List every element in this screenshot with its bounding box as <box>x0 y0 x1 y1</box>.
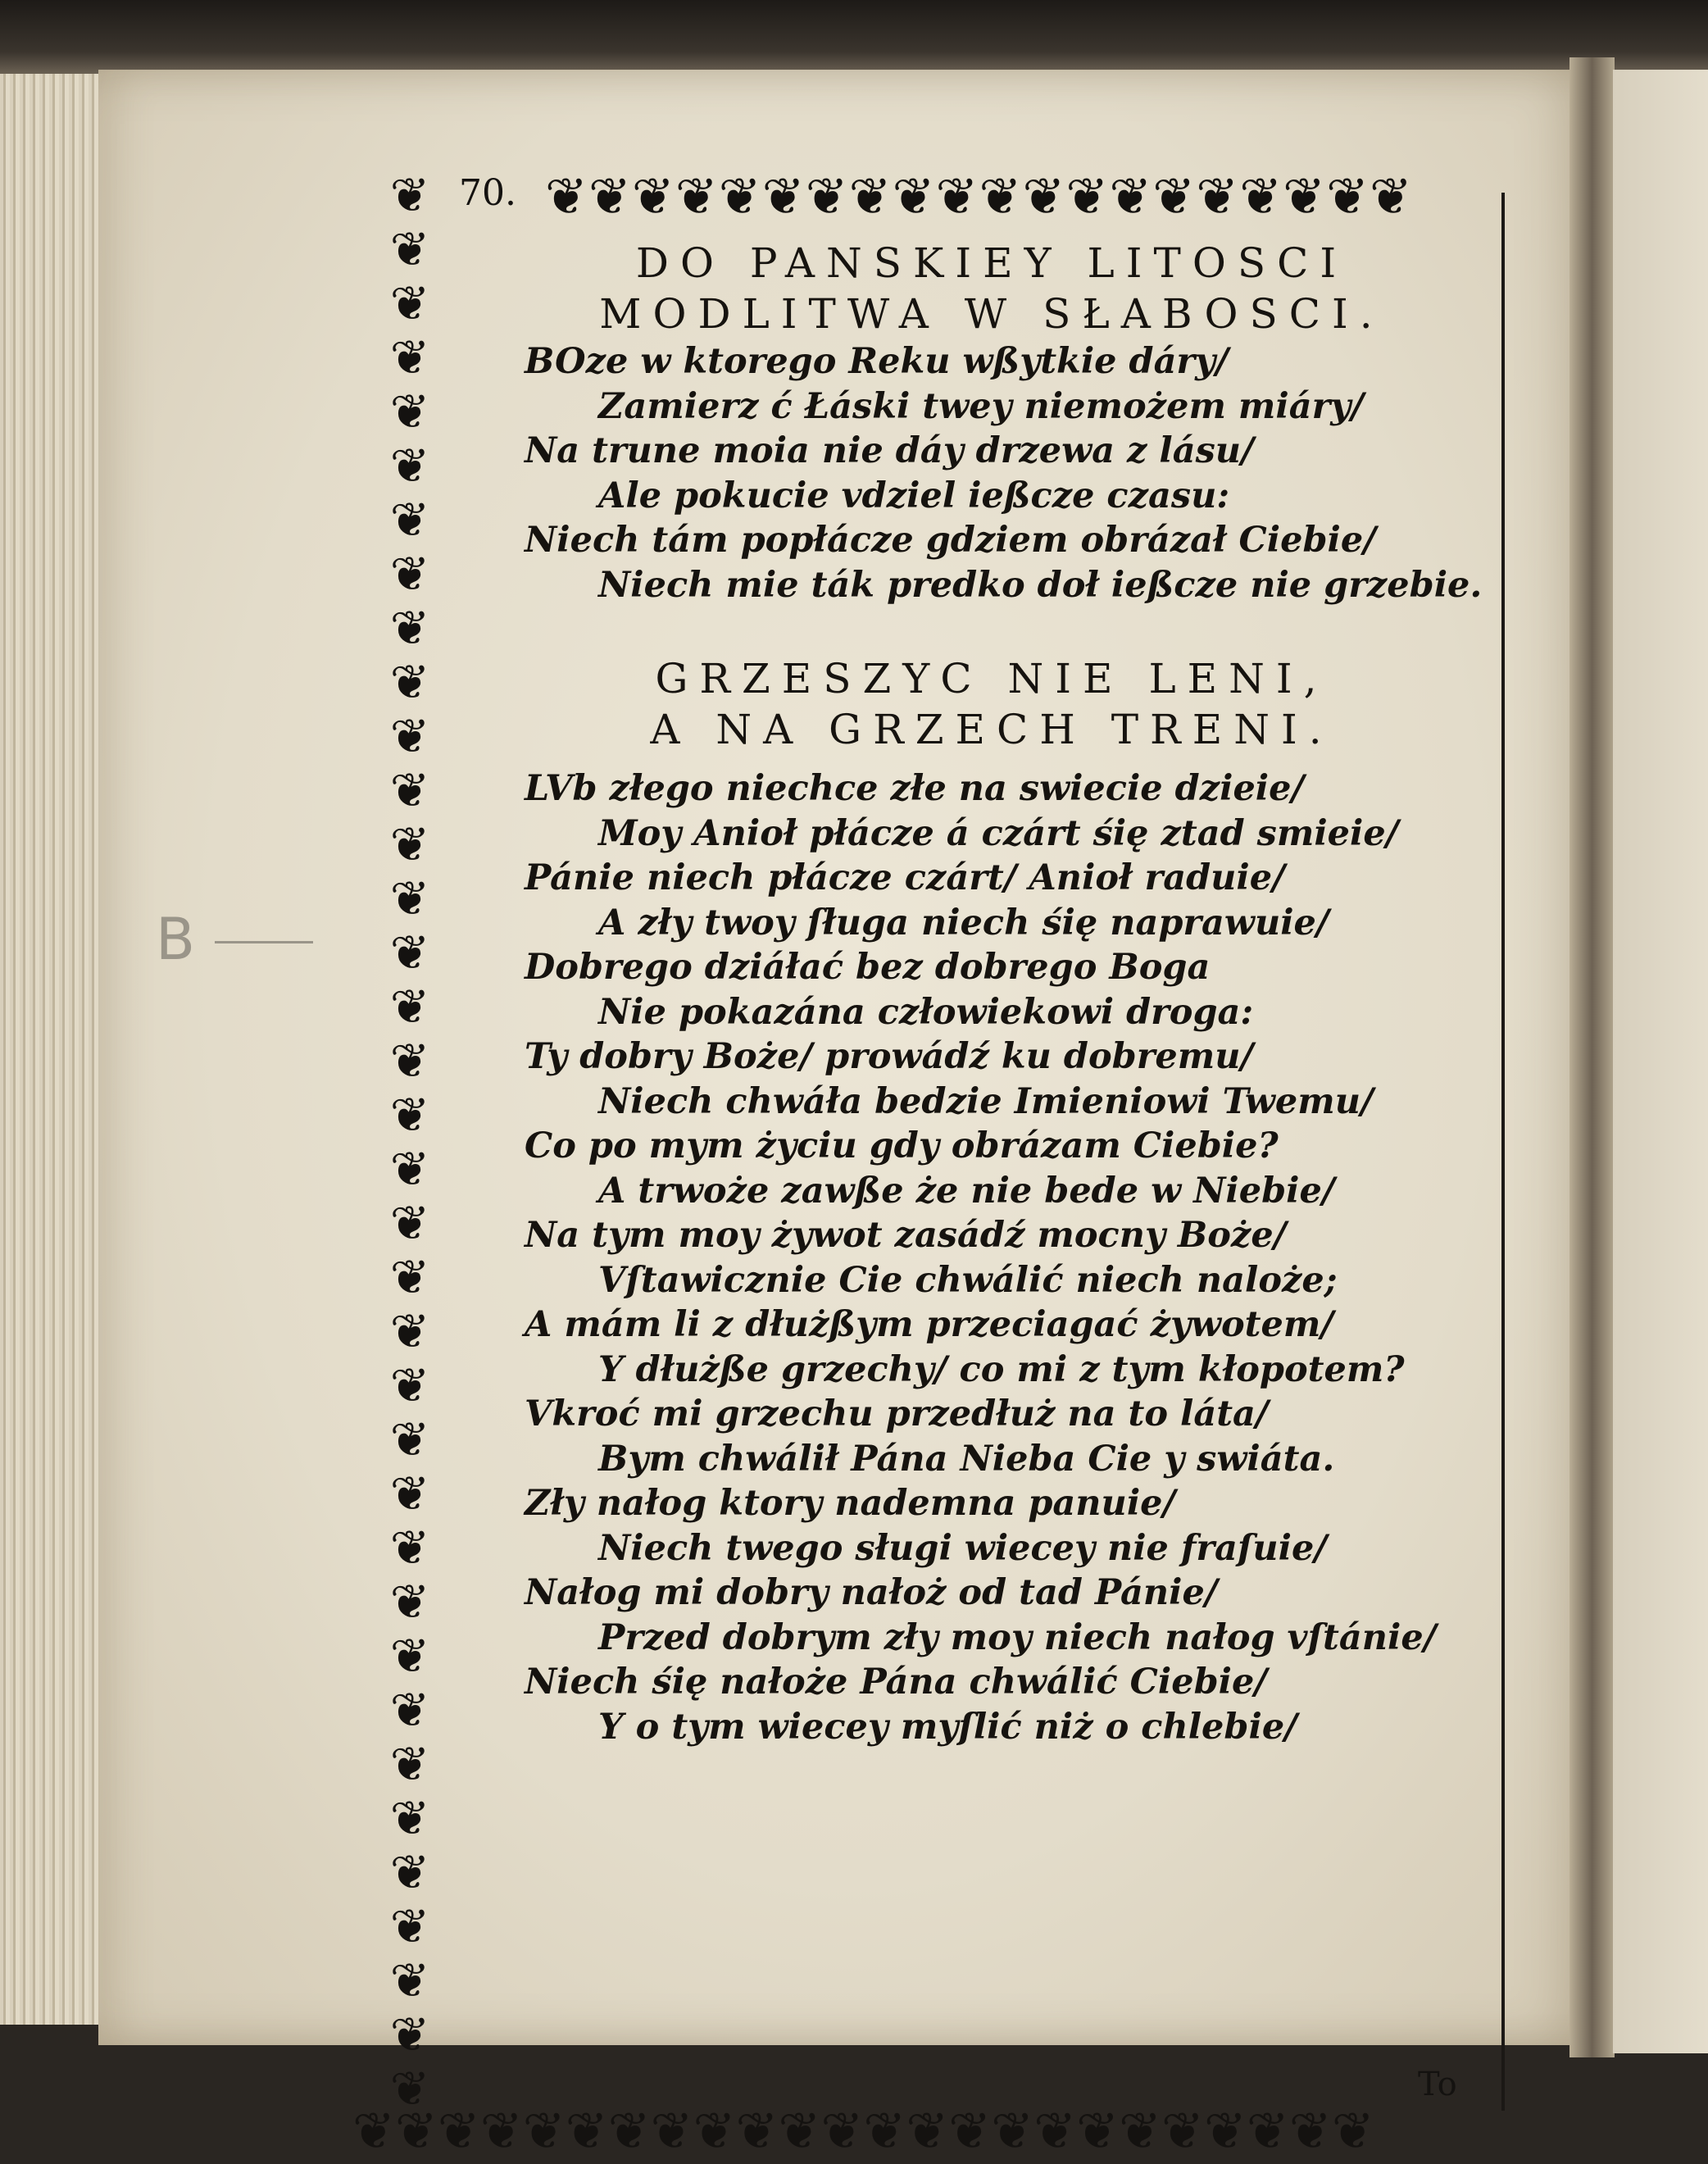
verse-line: Vſtawicznie Cie chwálić niech naloże; <box>598 1259 1338 1301</box>
border-rule-right <box>1501 193 1505 2111</box>
verse-line: Przed dobrym zły moy niech nałog vſtánie/ <box>598 1616 1437 1658</box>
heading-prayer-line1: DO PANSKIEY LITOSCI <box>635 239 1348 287</box>
verse-line: A mám li z dłużßym przeciagać żywotem/ <box>525 1304 1334 1345</box>
verse-line: Niech śię nałoże Pána chwálić Ciebie/ <box>525 1662 1268 1703</box>
verse-line: Na trune moia nie dáy drzewa z lásu/ <box>525 430 1254 471</box>
verse-line: Na tym moy żywot zasádź mocny Boże/ <box>525 1215 1287 1256</box>
verse-line: Pánie niech płácze czárt/ Anioł raduie/ <box>525 857 1285 898</box>
poem-sin <box>508 766 1475 1749</box>
facing-page <box>1613 70 1708 2053</box>
verse-line: Dobrego dziáłać bez dobrego Boga <box>525 947 1211 988</box>
verse-line: Ale pokucie vdziel ießcze czasu: <box>598 475 1230 516</box>
verse-line: Niech twego sługi wiecey nie fraſuie/ <box>598 1527 1328 1569</box>
verse-line: A trwoże zawße że nie bede w Niebie/ <box>598 1170 1335 1212</box>
verse-line: LVb złego niechce złe na swiecie dzieie/ <box>525 768 1305 809</box>
margin-pencil-dash <box>215 941 313 943</box>
verse-line: Bym chwálił Pána Nieba Cie y swiáta. <box>598 1438 1335 1480</box>
verse-line: Niech tám popłácze gdziem obrázał Ciebie/ <box>525 520 1376 561</box>
ornament-border-top: ❦❦❦❦❦❦❦❦❦❦❦❦❦❦❦❦❦❦❦❦ <box>545 166 1413 226</box>
verse-line: A zły twoy ſługa niech śię naprawuie/ <box>598 902 1329 943</box>
margin-pencil-note: B <box>156 906 196 973</box>
poem-prayer <box>508 339 1483 607</box>
verse-line: Zamierz ć Łáski twey niemożem miáry/ <box>598 385 1364 427</box>
ornament-border-left: ❦❦❦❦❦❦❦❦❦❦❦❦❦❦❦❦❦❦❦❦❦❦❦❦❦❦❦❦❦❦❦❦❦❦❦❦ <box>389 167 430 2116</box>
verse-line: Co po mym życiu gdy obrázam Ciebie? <box>525 1125 1279 1166</box>
verse-line: Ty dobry Boże/ prowádź ku dobremu/ <box>525 1036 1254 1077</box>
book-gutter <box>1569 57 1615 2057</box>
verse-line: Niech chwáła bedzie Imieniowi Twemu/ <box>598 1080 1374 1122</box>
verse-line: Zły nałog ktory nademna panuie/ <box>525 1483 1176 1524</box>
book-cover-edge <box>0 0 1708 74</box>
verse-line: Moy Anioł płácze á czárt śię ztad smieie/ <box>598 812 1399 854</box>
verse-line: Nałog mi dobry nałoż od tad Pánie/ <box>525 1572 1218 1613</box>
heading-sin-line1: GRZESZYC NIE LENI, <box>655 655 1329 702</box>
verse-line: Y dłużße grzechy/ co mi z tym kłopotem? <box>598 1348 1405 1390</box>
heading-sin-line2: A NA GRZECH TRENI. <box>650 706 1333 753</box>
page-text <box>508 238 1483 1749</box>
heading-prayer-line2: MODLITWA W SŁABOSCI. <box>599 290 1384 338</box>
verse-line: Vkroć mi grzechu przedłuż na to láta/ <box>525 1393 1269 1434</box>
verse-line: Niech mie ták predko doł ießcze nie grzebie. <box>598 564 1483 606</box>
verse-line: Y o tym wiecey myſlić niż o chlebie/ <box>598 1706 1297 1748</box>
catchword: To <box>1418 2066 1457 2103</box>
verse-line: BOze w ktorego Reku wßytkie dáry/ <box>525 341 1229 382</box>
ornament-border-bottom: ❦❦❦❦❦❦❦❦❦❦❦❦❦❦❦❦❦❦❦❦❦❦❦❦ <box>352 2101 1374 2161</box>
verse-line: Nie pokazána człowiekowi droga: <box>598 991 1254 1033</box>
page-number: 70. <box>459 172 516 214</box>
